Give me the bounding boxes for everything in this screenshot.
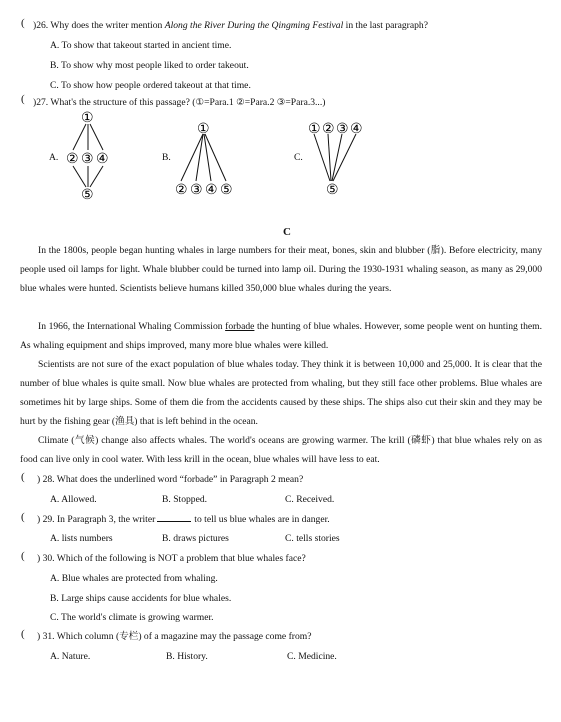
- question-31-stem: ) 31. Which column (专栏) of a magazine may the passage come from?: [37, 631, 312, 642]
- section-heading: C: [283, 226, 291, 238]
- question-27-stem: )27. What's the structure of this passage? (①=Para.1 ②=Para.2 ③=Para.3...): [33, 97, 326, 108]
- q29-option-a: A. lists numbers: [50, 533, 113, 544]
- diagram-c-node-3: ③: [336, 122, 349, 137]
- q28-option-c: C. Received.: [285, 494, 335, 505]
- q28-option-a: A. Allowed.: [50, 494, 97, 505]
- q27-option-b-label: B.: [162, 152, 171, 163]
- question-30-stem: ) 30. Which of the following is NOT a problem that blue whales face?: [37, 553, 306, 564]
- diagram-a-line: [73, 166, 86, 187]
- diagram-c-line: [333, 134, 356, 181]
- diagram-c-node-4: ④: [350, 122, 363, 137]
- diagram-a-line: [90, 166, 103, 187]
- q29-option-b: B. draws pictures: [162, 533, 229, 544]
- q26-option-b: B. To show why most people liked to order takeout.: [50, 60, 249, 71]
- q28-option-b: B. Stopped.: [162, 494, 208, 505]
- question-26-stem: )26. Why does the writer mention Along the River During the Qingming Festival in the last paragraph?: [33, 20, 428, 31]
- answer-paren-29: (: [21, 511, 25, 523]
- diagram-b-line: [205, 134, 226, 181]
- answer-paren-28: (: [21, 471, 25, 483]
- q27-option-a-label: A.: [49, 152, 59, 163]
- q31-option-b: B. History.: [166, 651, 208, 662]
- answer-paren-31: (: [21, 628, 25, 640]
- diagram-b-line: [204, 134, 211, 181]
- q31-option-a: A. Nature.: [50, 651, 91, 662]
- q31-option-c: C. Medicine.: [287, 651, 337, 662]
- passage-paragraph-2: In 1966, the International Whaling Commission forbade the hunting of blue whales. However, some people went on hunting them. As whaling equipment and ships improved, many more blue whales were killed.: [20, 321, 542, 351]
- q30-option-a: A. Blue whales are protected from whaling.: [50, 573, 218, 584]
- diagram-b: [181, 134, 226, 181]
- diagram-a-node-5: ⑤: [81, 188, 94, 203]
- diagram-a-node-2: ②: [66, 152, 79, 167]
- diagram-b-node-1: ①: [197, 122, 210, 137]
- passage-paragraph-3: Scientists are not sure of the exact population of blue whales today. They think it is between 10,000 and 25,000. It is clear that the number of blue whales is quite small. Now blue whales are protected from whaling, but they still face other problems. Blue whales are sometimes hit by large ships. Some of them die from the accidents caused by these ships. The ships also cut their skin and they may be hurt by the fishing gear (渔具) that is left behind in the ocean.: [20, 359, 542, 427]
- question-28-stem: ) 28. What does the underlined word “forbade” in Paragraph 2 mean?: [37, 474, 304, 485]
- diagram-b-node-3: ③: [190, 183, 203, 198]
- diagram-a-line: [90, 124, 103, 150]
- passage-paragraph-1: In the 1800s, people began hunting whales in large numbers for their meat, bones, skin and blubber (脂). Before electricity, many people used oil lamps for light. Whale blubber could be turned into lamp oil. During the 1930-1931 whaling season, as many as 29,000 blue whales were hunted. Scientists believe humans killed 350,000 blue whales during the years.: [20, 245, 542, 294]
- diagram-c-line: [328, 134, 331, 181]
- q30-option-c: C. The world's climate is growing warmer.: [50, 612, 214, 623]
- diagram-a-node-3: ③: [81, 152, 94, 167]
- diagram-c-node-5: ⑤: [326, 183, 339, 198]
- diagram-c: [314, 134, 356, 181]
- diagram-b-node-4: ④: [205, 183, 218, 198]
- q26-option-a: A. To show that takeout started in ancient time.: [50, 40, 232, 51]
- q29-option-c: C. tells stories: [285, 533, 340, 544]
- passage-paragraph-4: Climate (气候) change also affects whales. The world's oceans are growing warmer. The krill (磷虾) that blue whales rely on as food can live only in cool water. With less krill in the ocean, blue whales will have less to eat.: [20, 435, 542, 465]
- q26-option-c: C. To show how people ordered takeout at that time.: [50, 80, 251, 91]
- diagram-a-node-4: ④: [96, 152, 109, 167]
- question-29-stem: ) 29. In Paragraph 3, the writer to tell us blue whales are in danger.: [37, 514, 330, 525]
- answer-paren-30: (: [21, 550, 25, 562]
- answer-paren-27: (: [21, 93, 25, 105]
- q30-option-b: B. Large ships cause accidents for blue whales.: [50, 593, 232, 604]
- diagram-b-node-2: ②: [175, 183, 188, 198]
- underlined-word: forbade: [225, 321, 255, 332]
- painting-title: Along the River During the Qingming Festival: [164, 20, 344, 31]
- diagram-a-line: [73, 124, 86, 150]
- diagram-c-node-1: ①: [308, 122, 321, 137]
- diagram-a-node-1: ①: [81, 111, 94, 126]
- blank-line: [157, 521, 191, 522]
- structure-diagrams: [0, 0, 561, 210]
- diagram-c-line: [314, 134, 330, 181]
- answer-paren-26: (: [21, 17, 25, 29]
- diagram-b-node-5: ⑤: [220, 183, 233, 198]
- diagram-c-node-2: ②: [322, 122, 335, 137]
- q27-option-c-label: C.: [294, 152, 303, 163]
